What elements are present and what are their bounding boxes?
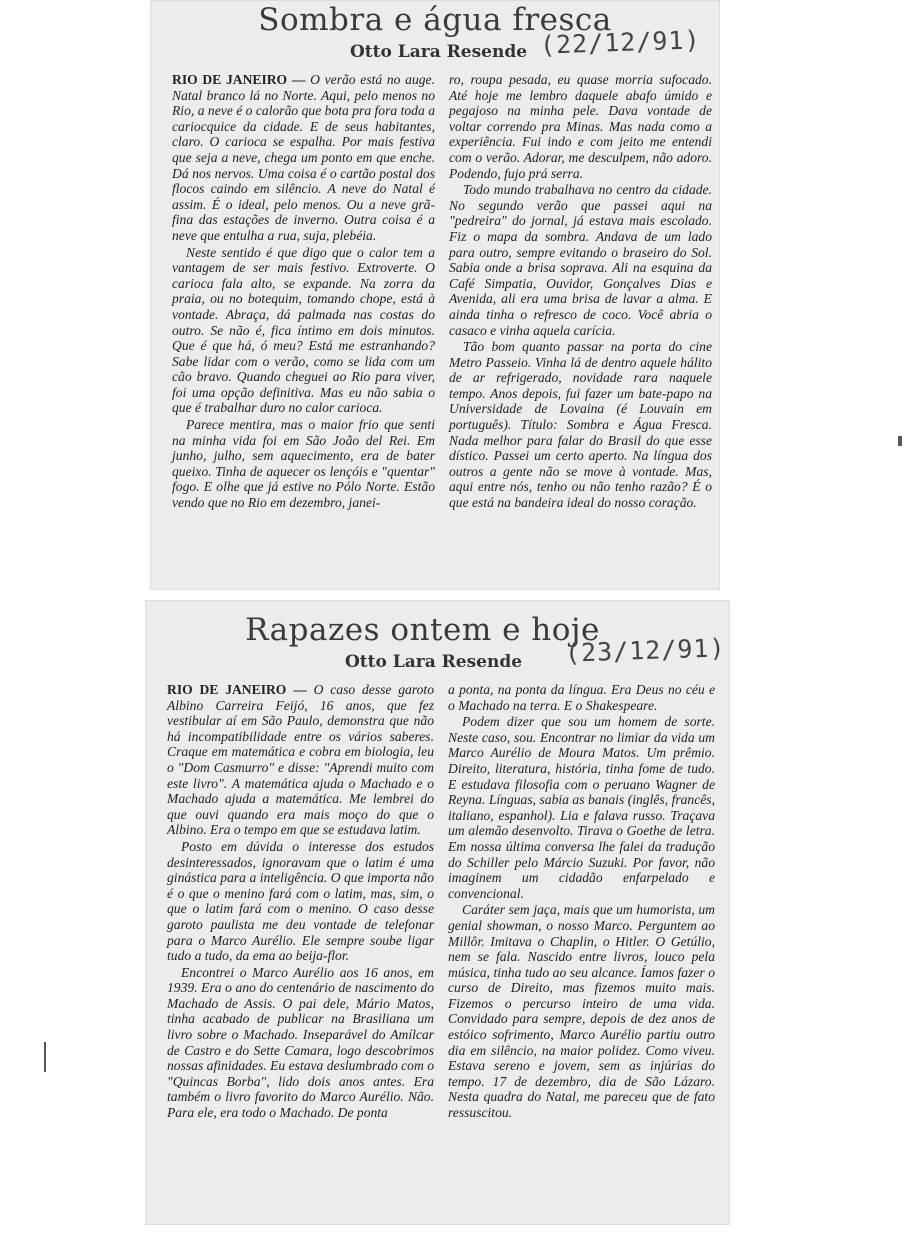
article-byline: Otto Lara Resende bbox=[345, 652, 523, 672]
column-right bbox=[449, 72, 712, 512]
paragraph: Parece mentira, mas o maior frio que senti na minha vida foi em São João del Rei. Em junho, julho, sem aquecimento, era de bater queixo. Tinha de aquecer os lençóis e "quentar" fogo. E olhe que já estive no Pólo Norte. Estão vendo que no Rio em dezembro, janei- bbox=[172, 417, 435, 511]
paragraph: Caráter sem jaça, mais que um humorista, um genial showman, o nosso Marco. Perguntem ao Millôr. Imitava o Chaplin, o Hitler. O Getúlio, nem se fala. Nascido entre livros, louco pela música, tinha tudo ao seu alcance. Íamos fazer o curso de Direito, mas fizemos muito mais. Fizemos o percurso inteiro de uma vida. Convidado para sempre, depois de dez anos de estóico sofrimento, Marco Aurélio partiu outro dia em silêncio, na maior polidez. Como viveu. Estava sereno e jovem, sem as injúrias do tempo. 17 de dezembro, dia de São Lázaro. Nesta quadra do Natal, me pareceu que de fato ressuscitou. bbox=[448, 902, 715, 1121]
column-left bbox=[167, 682, 434, 1122]
article-title: Rapazes ontem e hoje bbox=[245, 612, 600, 648]
paragraph: a ponta, na ponta da língua. Era Deus no céu e o Machado na terra. E o Shakespeare. bbox=[448, 682, 715, 713]
handwritten-date: (22/12/91) bbox=[539, 25, 701, 60]
article-byline: Otto Lara Resende bbox=[350, 42, 528, 62]
paragraph: Posto em dúvida o interesse dos estudos desinteressados, ignoravam que o latim é uma ginástica para a inteligência. O que importa não é o que o menino fará com o latim, mas, sim, o que o latim fará com o menino. O caso desse garoto paulista me deu vontade de telefonar para o Marco Aurélio. Ele sempre soube ligar tudo a tudo, da ema ao beija-flor. bbox=[167, 838, 434, 964]
paragraph: Encontrei o Marco Aurélio aos 16 anos, em 1939. Era o ano do centenário de nascimento do Machado de Assis. O pai dele, Mário Matos, tinha acabado de publicar na Brasiliana um livro sobre o Machado. Inseparável do Amílcar de Castro e do Sette Camara, logo descobrimos nossas afinidades. Eu estava deslumbrado com o "Quincas Borba", lido dois anos antes. Era também o livro favorito do Marco Aurélio. Não. Para ele, era todo o Machado. De ponta bbox=[167, 964, 434, 1121]
article-title: Sombra e água fresca bbox=[258, 2, 612, 38]
handwritten-date: (23/12/91) bbox=[564, 633, 726, 668]
column-right bbox=[448, 682, 715, 1122]
paragraph: Todo mundo trabalhava no centro da cidade. No segundo verão que passei aqui na "pedreira" do jornal, já estava mais escolado. Fiz o mapa da sombra. Andava de um lado para outro, sempre evitando o braseiro do Sol. Sabia onde a brisa soprava. Ali na esquina da Café Simpatia, Ouvidor, Gonçalves Dias e Avenida, ali era uma brisa de lavar a alma. E ainda tinha o refresco de coco. Você abria o casaco e vinha aquela carícia. bbox=[449, 182, 712, 338]
column-left bbox=[172, 72, 435, 512]
paragraph: ro, roupa pesada, eu quase morria sufocado. Até hoje me lembro daquele abafo úmido e pegajoso na minha pele. Dava vontade de voltar correndo pra Minas. Mas nada como a experiência. Fui indo e com jeito me entendi com o verão. Adorar, me desculpem, não adoro. Podendo, fujo prá serra. bbox=[449, 72, 712, 181]
article-body bbox=[172, 72, 712, 512]
dateline: RIO DE JANEIRO — bbox=[172, 72, 306, 87]
paragraph: RIO DE JANEIRO — O caso desse garoto Albino Carreira Feijó, 16 anos, que fez vestibular aí em São Paulo, demonstra que não há incompatibilidade entre os vários saberes. Craque em matemática e cobra em biologia, leu o "Dom Casmurro" e disse: "Aprendi muito com este livro". A matemática ajuda o Machado e o Machado ajuda a matemática. Me lembrei do que ouvi quando era mais moço do que o Albino. Era o tempo em que se estudava latim. bbox=[167, 682, 435, 838]
scan-mark bbox=[44, 1042, 46, 1072]
paragraph: Tão bom quanto passar na porta do cine Metro Passeio. Vinha lá de dentro aquele hálito de ar refrigerado, novidade rara naquele tempo. Anos depois, fui fazer um bate-papo na Universidade de Lovaina (é Louvain em português). Título: Sombra e Água Fresca. Nada melhor para falar do Brasil do que esse dístico. Passei um certo aperto. Na língua dos outros a gente não se move à vontade. Mas, aqui entre nós, tenho ou não tenho razão? É o que está na bandeira ideal do nosso coração. bbox=[449, 339, 712, 511]
clipping-sombra bbox=[150, 0, 720, 590]
scan-mark bbox=[898, 436, 902, 446]
paragraph: RIO DE JANEIRO — O verão está no auge. Natal branco lá no Norte. Aqui, pelo menos no Rio, a neve é o calorão que bota pra fora toda a cariocquice da cidade. E de seus habitantes, claro. O carioca se espalha. Por mais festiva que seja a neve, chega um ponto em que enche. Dá nos nervos. Uma coisa é o cartão postal dos flocos caindo em silêncio. A neve do Natal é assim. É o ideal, pelo menos. Ou a neve grã-fina das estações de inverno. Outra coisa é a neve que entulha a rua, suja, plebéia. bbox=[172, 72, 435, 243]
paragraph: Neste sentido é que digo que o calor tem a vantagem de ser mais festivo. Extroverte. O carioca fala alto, se expande. Na zorra da praia, ou no botequim, tomando chope, está à vontade. Abraça, dá palmada nas costas do outro. Se não é, fica íntimo em dois minutos. Que é que há, ó meu? Está me estranhando? Sabe lidar com o verão, como se lida com um cão bravo. Quando cheguei ao Rio para viver, foi uma opção definitiva. Mas eu não sabia o que é trabalhar duro no calor carioca. bbox=[172, 244, 435, 416]
clipping-rapazes bbox=[145, 600, 730, 1225]
paragraph: Podem dizer que sou um homem de sorte. Neste caso, sou. Encontrar no limiar da vida um Marco Aurélio de Moura Matos. Um prêmio. Direito, literatura, história, tinha fome de tudo. E estudava filosofia com o peruano Wagner de Reyna. Línguas, sabia as banais (inglês, francês, italiano, espanhol). Lia e falava russo. Traçava um alemão desenvolto. Tirava o Goethe de letra. Em nossa última conversa lhe falei da tradução do Schiller pelo Márcio Suzuki. Por favor, não imaginem um cidadão enfarpelado e convencional. bbox=[448, 714, 715, 901]
dateline: RIO DE JANEIRO — bbox=[167, 682, 307, 697]
article-body bbox=[167, 682, 715, 1122]
